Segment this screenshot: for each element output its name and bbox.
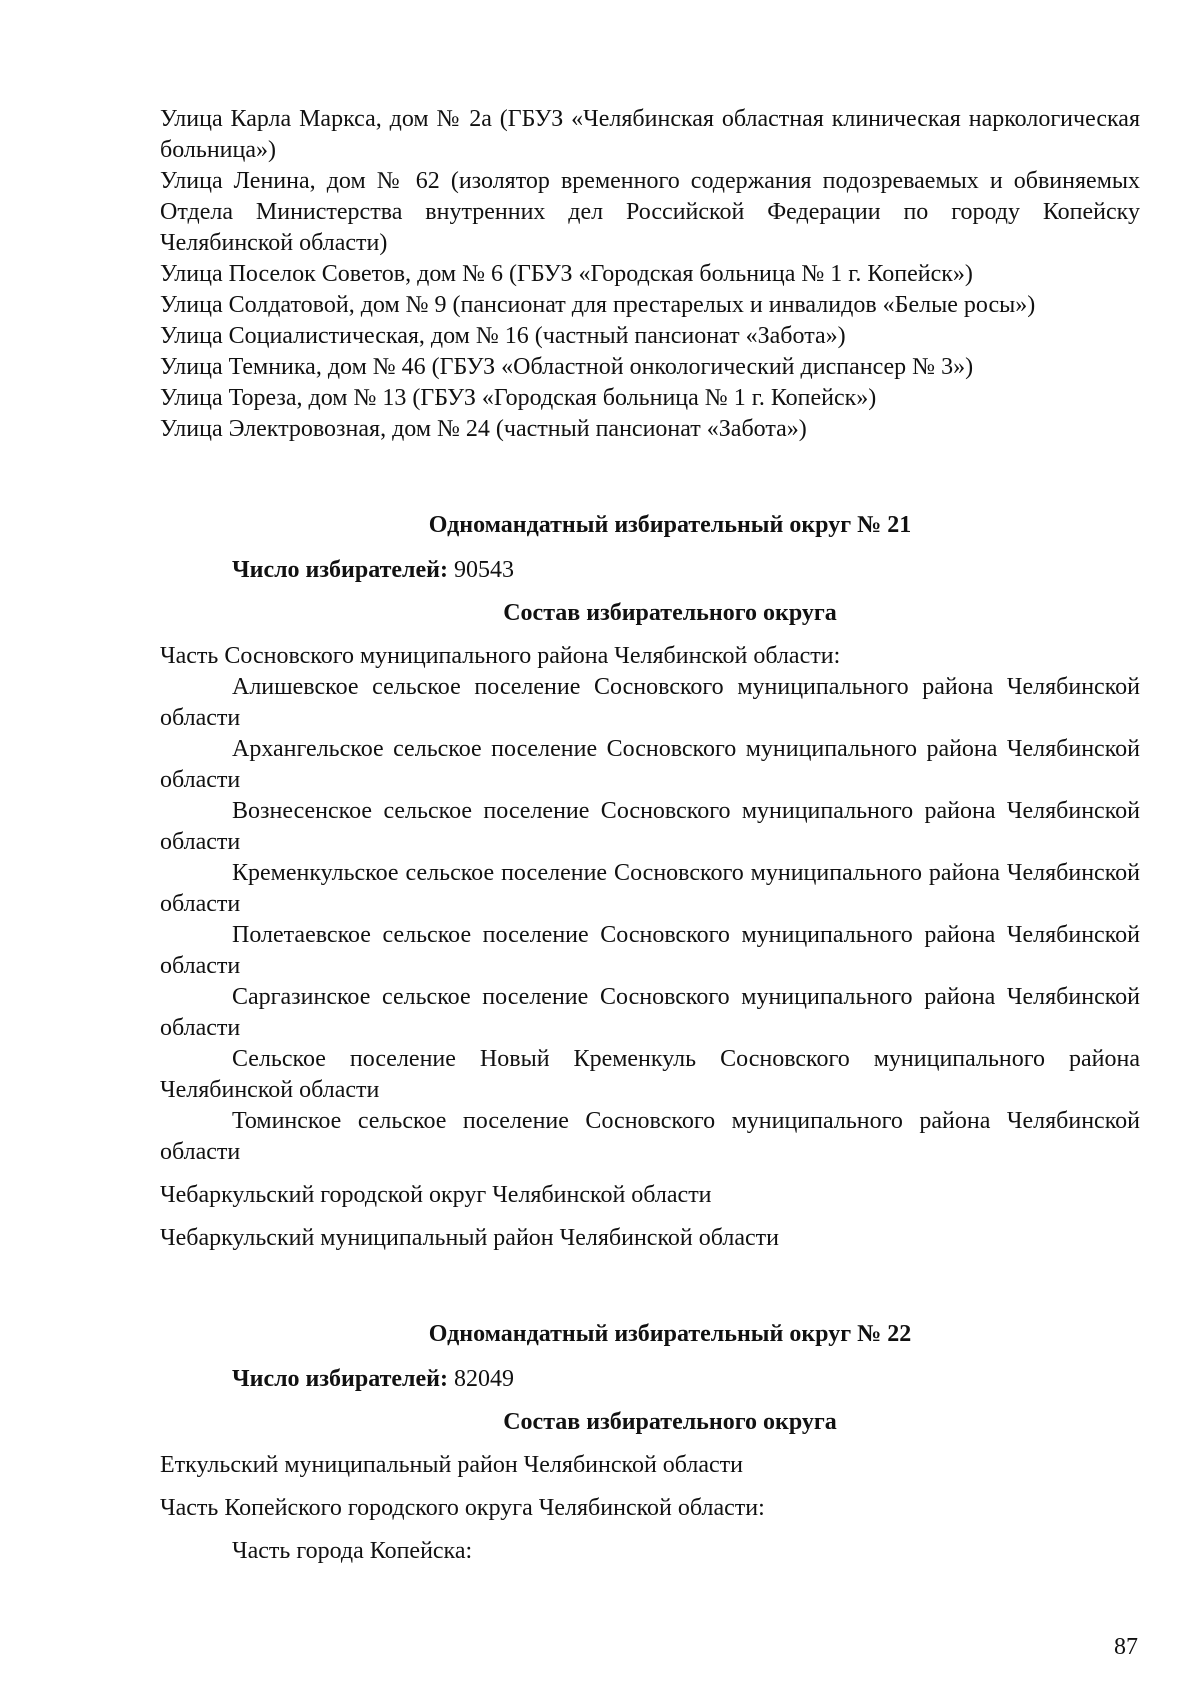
district-22-composition-title: Состав избирательного округа	[503, 1409, 837, 1435]
district-21-district-item: Чебаркульский муниципальный район Челябинской области	[160, 1225, 779, 1251]
settlement-item: Вознесенское сельское поселение Сосновского муниципального района Челябинской области	[160, 798, 1140, 855]
settlement-item: Кременкульское сельское поселение Сосновского муниципального района Челябинской области	[160, 860, 1140, 917]
voters-label: Число избирателей:	[232, 1366, 448, 1392]
page-content	[160, 104, 1140, 1567]
district-22-kopeisk-item: Часть Копейского городского округа Челябинской области:	[160, 1495, 765, 1521]
voters-value: 82049	[453, 1366, 514, 1392]
voters-value: 90543	[453, 557, 514, 583]
page-number: 87	[1114, 1634, 1138, 1660]
district-21-composition-title: Состав избирательного округа	[503, 600, 837, 626]
address-item: Улица Электровозная, дом № 24 (частный пансионат «Забота»)	[160, 416, 807, 442]
settlement-item: Архангельское сельское поселение Сосновского муниципального района Челябинской области	[160, 736, 1140, 793]
address-item: Улица Солдатовой, дом № 9 (пансионат для престарелых и инвалидов «Белые росы»)	[160, 292, 1036, 318]
district-21-voters	[160, 555, 1140, 586]
district-22-city-part-item: Часть города Копейска:	[232, 1538, 473, 1564]
district-22-voters	[160, 1364, 1140, 1395]
address-item: Улица Социалистическая, дом № 16 (частный пансионат «Забота»)	[160, 323, 846, 349]
district-21-title: Одномандатный избирательный округ № 21	[428, 512, 912, 538]
settlement-item: Саргазинское сельское поселение Сосновского муниципального района Челябинской области	[160, 984, 1140, 1041]
district-22-title: Одномандатный избирательный округ № 22	[428, 1321, 912, 1347]
address-item: Улица Ленина, дом № 62 (изолятор временного содержания подозреваемых и обвиняемых Отдела Министерства внутренних дел Российской Федерации по городу Копейску Челябинской области)	[160, 168, 1140, 256]
district-22-etkul-item: Еткульский муниципальный район Челябинской области	[160, 1452, 744, 1478]
settlement-item: Алишевское сельское поселение Сосновского муниципального района Челябинской области	[160, 674, 1140, 731]
settlement-item: Томинское сельское поселение Сосновского муниципального района Челябинской области	[160, 1108, 1140, 1165]
address-item: Улица Темника, дом № 46 (ГБУЗ «Областной онкологический диспансер № 3»)	[160, 354, 974, 380]
voters-label: Число избирателей:	[232, 557, 448, 583]
settlement-item: Полетаевское сельское поселение Сосновского муниципального района Челябинской области	[160, 922, 1140, 979]
settlement-item: Сельское поселение Новый Кременкуль Сосновского муниципального района Челябинской области	[160, 1046, 1140, 1103]
address-item: Улица Карла Маркса, дом № 2а (ГБУЗ «Челябинская областная клиническая наркологическая больница»)	[160, 106, 1140, 163]
address-item: Улица Тореза, дом № 13 (ГБУЗ «Городская больница № 1 г. Копейск»)	[160, 385, 877, 411]
district-21-city-item: Чебаркульский городской округ Челябинской области	[160, 1182, 712, 1208]
address-item: Улица Поселок Советов, дом № 6 (ГБУЗ «Городская больница № 1 г. Копейск»)	[160, 261, 973, 287]
district-21-part-intro: Часть Сосновского муниципального района Челябинской области:	[160, 643, 841, 669]
